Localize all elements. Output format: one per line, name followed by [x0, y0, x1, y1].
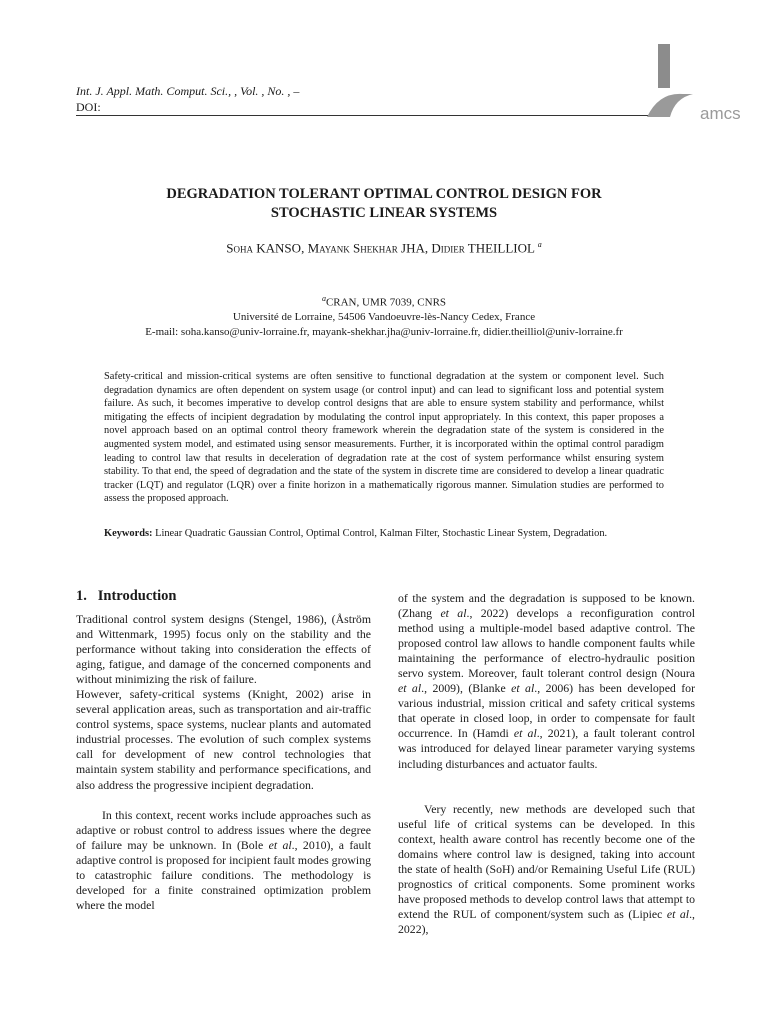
right-p1-part-c: ., 2009), (Blanke [421, 681, 506, 696]
right-paragraph-1 [398, 591, 695, 772]
left-p3-part-a: In this context, recent works include approaches such as adaptive or robust control to address issues where the degree of failure may be unknown. In (Bole [76, 807, 371, 852]
right-p1-part-d: ., 2006) has been developed for various industrial, mission critical and safety critical systems that operate in closed loop, in order to compensate for fault occurrence. In (Hamdi [398, 681, 696, 741]
affiliation-email: E-mail: soha.kanso@univ-lorraine.fr, mayank-shekhar.jha@univ-lorraine.fr, didier.theilliol@univ-lorraine.fr [145, 325, 623, 338]
right-p2-part-a: Very recently, new methods are developed such that useful life of critical systems can be developed. In this context, health aware control has recently become one of the domains where control law is designed, taking into account the state of health (SoH) and/or Remaining Useful Life (RUL) prognostics of critical components. Some prominent works have proposed methods to develop control laws that attempt to extend the RUL of component/system such as (Lipiec [398, 801, 695, 921]
affiliation-line-1 [76, 292, 692, 310]
affiliation-block [76, 292, 692, 339]
author-3-first: Didier [431, 240, 465, 256]
section-heading: 1. Introduction [76, 588, 177, 604]
author-1-first: Soha [226, 240, 254, 256]
keywords-label: Keywords: [104, 528, 153, 539]
author-list [76, 240, 692, 256]
title-line-2: STOCHASTIC LINEAR SYSTEMS [270, 205, 498, 221]
affiliation-line-2: Université de Lorraine, 54506 Vandoeuvre-lès-Nancy Cedex, France [232, 311, 536, 324]
paper-title [76, 185, 692, 223]
right-p1-part-e: ., 2021), a fault tolerant control was introduced for delayed linear parameter varying systems including disturbances and actuator faults. [398, 726, 696, 771]
title-line-1: DEGRADATION TOLERANT OPTIMAL CONTROL DESIGN FOR [166, 186, 602, 202]
left-p3-etal: et al [268, 837, 292, 852]
right-p2-etal: et al [666, 906, 690, 921]
right-p1-etal-3: et al [511, 681, 535, 696]
journal-citation: Int. J. Appl. Math. Comput. Sci., , Vol. , No. , – [76, 84, 300, 98]
right-column [398, 591, 695, 937]
right-p1-etal-1: et al [440, 606, 467, 621]
right-paragraph-2 [398, 802, 695, 937]
left-column [76, 612, 371, 913]
right-p1-etal-2: et al [398, 681, 422, 696]
keywords [104, 527, 684, 541]
right-p1-part-b: ., 2022) develops a reconfiguration control method using a multiple-model based adaptive control. The proposed control law allows to handle component faults while maintaining the performance of electro-hydraulic position servo system. Moreover, fault tolerant control design (Noura [398, 606, 696, 681]
left-paragraph-3 [76, 808, 371, 913]
doi-label: DOI: [76, 100, 101, 114]
logo-swoosh [647, 94, 693, 117]
right-p1-etal-4: et al [513, 726, 537, 741]
affiliation-mark: a [321, 294, 326, 303]
left-paragraph-1: Traditional control system designs (Stengel, 1986), (Åström and Wittenmark, 1995) focus only on the stability and the performance without taking into consideration the effects of aging, fatigue, and damage of the concerned components and without minimizing the risk of failure. [76, 612, 371, 687]
author-1-last: KANSO [256, 240, 302, 256]
logo-bar [658, 44, 670, 88]
abstract: Safety-critical and mission-critical systems are often sensitive to functional degradation at the system or component level. Such degradation dynamics are often dependent on system usage (or control input) and can lead to significant loss and potential system failure. As such, it becomes imperative to develop control designs that are able to ensure system stability and performance, whilst mitigating the effects of incipient degradation by modulating the control input appropriately. In this context, this paper proposes a novel approach based on an optimal control theory framework wherein the degradation state of the system is considered in the augmented system model, and estimated using sensor measurements. Further, it is incorporated within the optimal control paradigm leading to control law that results in deceleration of degradation rate at the cost of system performance whilst ensuring system stability. To that end, the speed of degradation and the state of the system in discrete time are considered to develop a linear quadratic tracker (LQT) and regulator (LQR) over a finite horizon in a mathematically rigorous manner. Simulation studies are performed to assess the proposed approach. [104, 371, 664, 505]
header-rule [76, 115, 649, 116]
keywords-text: Linear Quadratic Gaussian Control, Optimal Control, Kalman Filter, Stochastic Linear System, Degradation. [155, 528, 608, 539]
logo-wordmark: amcs [700, 104, 741, 123]
right-p1-part-a: of the system and the degradation is supposed to be known. (Zhang [398, 591, 695, 621]
author-affil-mark: a [537, 240, 542, 249]
left-paragraph-2: However, safety-critical systems (Knight, 2002) arise in several application areas, such as transportation and air-traffic control systems, space systems, nuclear plants and automated industrial processes. The evolution of such complex systems call for development of new control technologies that maintain system stability and performance specifications, and also address the progressive incipient degradation. [76, 687, 371, 792]
author-sep-2: , [424, 240, 429, 256]
author-3-last: THEILLIOL [467, 240, 535, 256]
author-2-first: Mayank Shekhar [307, 240, 398, 256]
right-p2-part-b: ., 2022), [398, 906, 695, 936]
author-2-last: JHA [401, 240, 425, 256]
author-sep-1: , [301, 240, 305, 256]
left-p3-part-b: ., 2010), a fault adaptive control is proposed for incipient fault modes growing to catastrophic failure conditions. The methodology is developed for a finite constrained optimization problem where the model [76, 837, 372, 912]
affiliation-org: CRAN, UMR 7039, CNRS [325, 296, 447, 309]
